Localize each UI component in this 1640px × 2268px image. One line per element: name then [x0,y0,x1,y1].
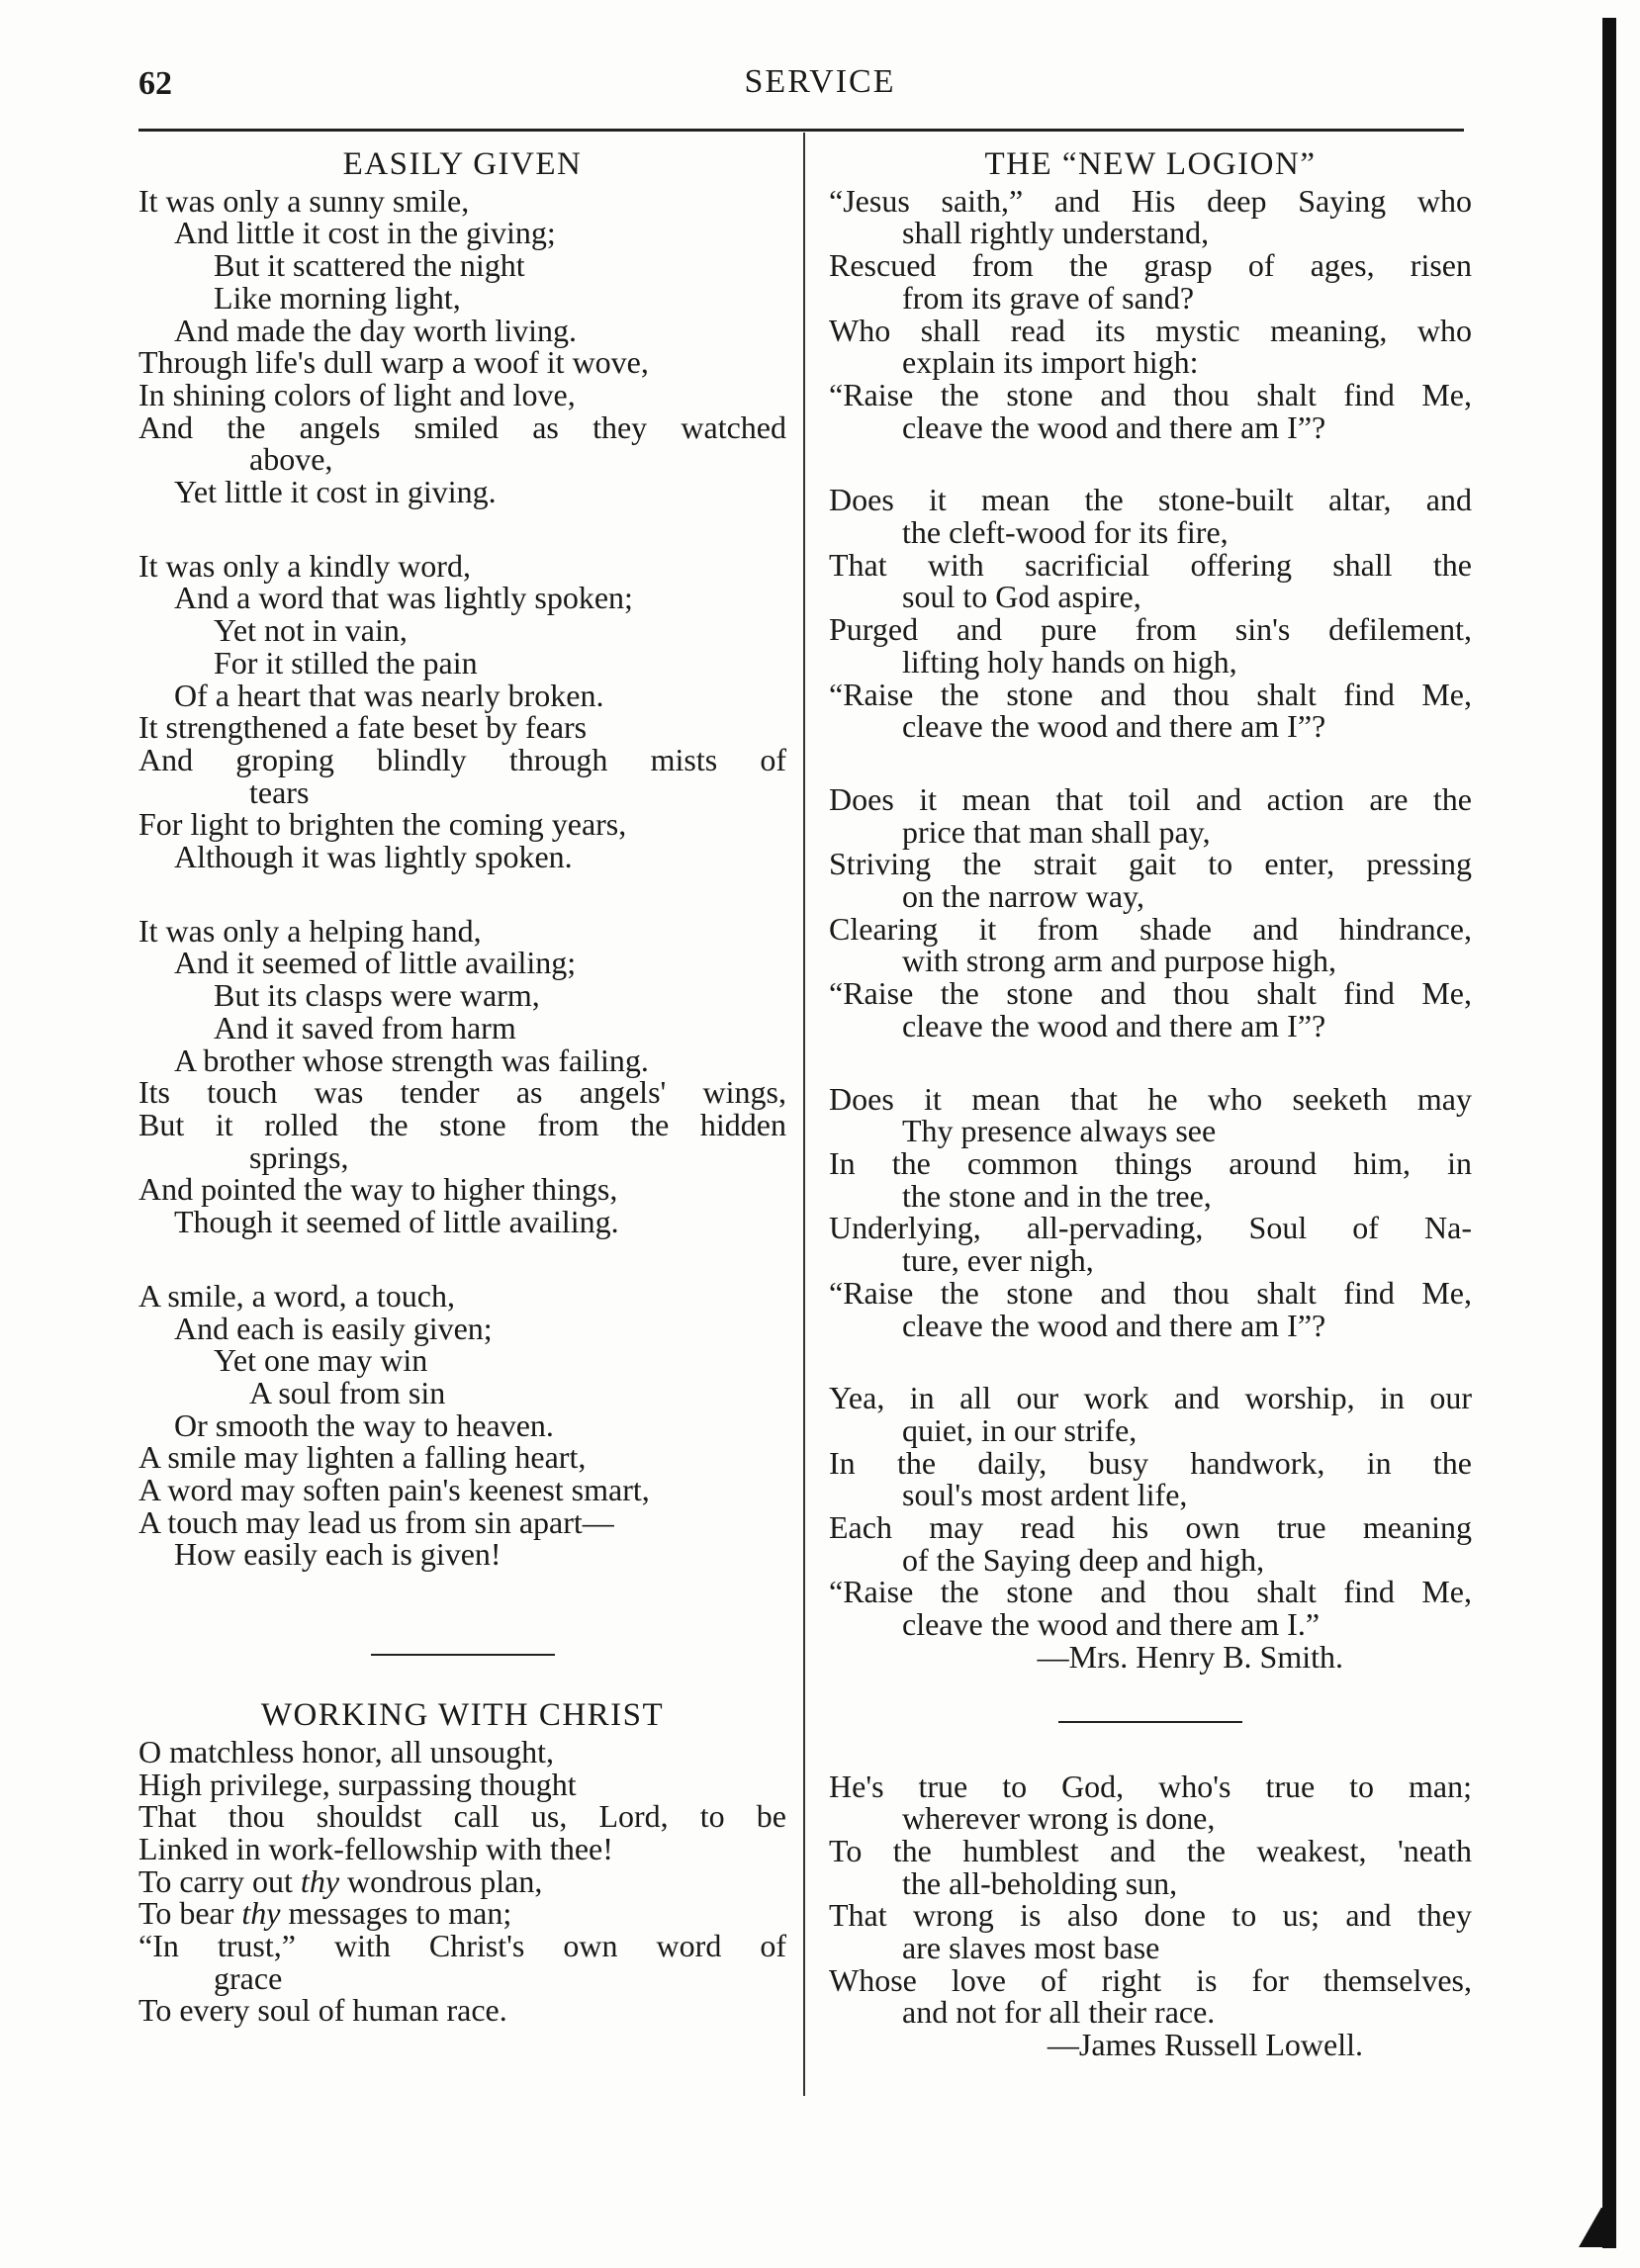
poem-line: Yea, in all our work and worship, in our [829,1380,1472,1416]
stanza-5 [829,1382,1472,1641]
poem-line: “Raise the stone and thou shalt find Me, [829,1574,1472,1610]
poem-line: And it saved from harm [214,1009,516,1045]
stanza-1 [138,182,786,510]
poem-line: And pointed the way to higher things, [138,1171,618,1208]
poem-line: explain its import high: [902,344,1199,381]
poem-working-with-christ [138,1699,786,2027]
poem-line: Yet not in vain, [214,612,408,649]
poem-line: “Raise the stone and thou shalt find Me, [829,376,1472,412]
poem-line: Through life's dull warp a woof it wove, [138,344,649,381]
poem-line: For it stilled the pain [214,644,478,680]
poem-line: Clearing it from shade and hindrance, [829,910,1472,947]
poem-line: cleave the wood and there am I”? [902,1307,1326,1343]
column-divider [803,133,805,2096]
poem-line: High privilege, surpassing thought [138,1766,577,1802]
poem-line: Does it mean that he who seeketh may [829,1080,1472,1117]
poem-line: Linked in work-fellowship with thee! [138,1830,613,1866]
poem-line: And groping blindly through mists of [138,741,786,777]
poem-title: THE “NEW LOGION” [984,146,1317,182]
stanza-4 [138,1277,786,1573]
poem-line: “Raise the stone and thou shalt find Me, [829,676,1472,712]
poem-line: And it seemed of little availing; [174,945,577,981]
poem-line: But it scattered the night [214,247,525,284]
poem-line: To the humblest and the weakest, 'neath [829,1832,1472,1868]
poem-line: That wrong is also done to us; and they [829,1897,1472,1934]
poem-line: It strengthened a fate beset by fears [138,709,588,746]
poem-line: In shining colors of light and love, [138,376,576,412]
poem-line: soul's most ardent life, [902,1477,1188,1513]
poem-line: A soul from sin [249,1374,446,1410]
emphasis: thy [300,1862,340,1899]
page-number: 62 [138,65,172,102]
poem-title: WORKING WITH CHRIST [260,1697,665,1734]
poem-line: “Jesus saith,” and His deep Saying who [829,182,1472,219]
stanza-3 [138,912,786,1240]
poem-line: A smile, a word, a touch, [138,1277,455,1314]
poem-line: It was only a sunny smile, [138,182,470,219]
poem-title: EASILY GIVEN [342,146,583,182]
poem-line: But it rolled the stone from the hidden [138,1106,786,1142]
poem-line: Although it was lightly spoken. [174,839,573,875]
poem-line: springs, [249,1138,349,1175]
poem-line: A brother whose strength was failing. [174,1042,649,1078]
stanza-3 [829,780,1472,1043]
poem-line: Underlying, all-pervading, Soul of Na- [829,1210,1472,1246]
poem-line: And each is easily given; [174,1310,493,1346]
poem-line: the cleft-wood for its fire, [902,514,1229,551]
poem-line: above, [249,441,333,478]
poem-line: For light to brighten the coming years, [138,806,627,843]
poem-line: Whose love of right is for themselves, [829,1961,1472,1998]
poem-line: Rescued from the grasp of ages, risen [829,247,1472,284]
poem-line: wherever wrong is done, [902,1800,1216,1837]
poem-line: shall rightly understand, [902,215,1210,251]
poem-line: the stone and in the tree, [902,1177,1212,1214]
stanza-4 [829,1080,1472,1343]
poem-line: Or smooth the way to heaven. [174,1406,554,1443]
poem-line: cleave the wood and there am I”? [902,1007,1326,1043]
poem-line: cleave the wood and there am I.” [902,1606,1321,1643]
poem-line: That with sacrificial offering shall the [829,546,1472,583]
poem-new-logion [829,148,1472,1674]
poem-line: ture, ever nigh, [902,1242,1094,1279]
poem-line: Yet little it cost in giving. [174,474,497,510]
poem-line: Does it mean the stone-built altar, and [829,482,1472,518]
poem-line: In the daily, busy handwork, in the [829,1444,1472,1481]
stanza-2 [829,484,1472,743]
poem-line: “Raise the stone and thou shalt find Me, [829,1274,1472,1311]
poem-line: And the angels smiled as they watched [138,408,786,445]
poem-line: cleave the wood and there am I”? [902,408,1326,445]
poem-line: the all-beholding sun, [902,1864,1178,1901]
poem-line: And little it cost in the giving; [174,215,556,251]
poem-line: quiet, in our strife, [902,1411,1138,1448]
poem-easily-given [138,148,786,1571]
poem-line: grace [214,1959,283,1996]
poem-line: are slaves most base [902,1930,1160,1966]
poem-line: He's true to God, who's true to man; [829,1768,1472,1804]
poem-line: on the narrow way, [902,878,1144,915]
poem-line: Yet one may win [214,1342,428,1379]
emphasis: thy [241,1895,281,1932]
poem-line: That thou shouldst call us, Lord, to be [138,1798,786,1835]
poem-line: And made the day worth living. [174,312,578,348]
running-head: SERVICE [744,63,896,100]
poem-line: To every soul of human race. [138,1992,507,2029]
poem-line: tears [249,773,310,810]
poem-line: A word may soften pain's keenest smart, [138,1472,650,1508]
scan-edge-foot [1579,2208,1616,2247]
poem-line: Who shall read its mystic meaning, who [829,312,1472,348]
scan-edge-bar [1602,18,1616,2248]
poem-line: How easily each is given! [174,1536,501,1573]
left-column [138,148,786,2027]
header-rule [138,129,1464,132]
poem-lowell [829,1770,1472,2061]
right-column [829,148,1472,2061]
attribution: —James Russell Lowell. [1047,2027,1363,2063]
poem-line: To bear thy messages to man; [138,1895,512,1932]
poem-line: It was only a kindly word, [138,547,471,584]
poem-line: And a word that was lightly spoken; [174,580,633,616]
poem-line: But its clasps were warm, [214,977,540,1014]
poem-line: In the common things around him, in [829,1144,1472,1181]
poem-line: with strong arm and purpose high, [902,943,1337,979]
poem-line: cleave the wood and there am I”? [902,708,1326,745]
poem-line: Like morning light, [214,279,461,316]
poem-line: price that man shall pay, [902,813,1211,850]
poem-line: and not for all their race. [902,1994,1216,2031]
poem-line: A touch may lead us from sin apart— [138,1503,614,1540]
poem-line: It was only a helping hand, [138,912,482,949]
poem-line: To carry out thy wondrous plan, [138,1862,543,1899]
poem-line: lifting holy hands on high, [902,643,1237,680]
poem-line: Though it seemed of little availing. [174,1204,619,1240]
poem-line: from its grave of sand? [902,279,1195,316]
poem-line: Thy presence always see [902,1113,1217,1149]
stanza-2 [138,547,786,875]
poem-line: O matchless honor, all unsought, [138,1733,554,1769]
poem-line: soul to God aspire, [902,579,1141,615]
poem-line: “In trust,” with Christ's own word of [138,1928,786,1964]
poem-line: Purged and pure from sin's defilement, [829,611,1472,648]
poem-line: Of a heart that was nearly broken. [174,677,604,713]
poem-line: Its touch was tender as angels' wings, [138,1074,786,1111]
poem-line: Each may read his own true meaning [829,1509,1472,1546]
attribution: —Mrs. Henry B. Smith. [1037,1638,1343,1675]
stanza-1 [829,182,1472,445]
poem-line: “Raise the stone and thou shalt find Me, [829,975,1472,1012]
poem-line: Does it mean that toil and action are the [829,780,1472,817]
poem-line: Striving the strait gait to enter, pressing [829,846,1472,882]
poem-line: of the Saying deep and high, [902,1541,1265,1578]
poem-line: A smile may lighten a falling heart, [138,1439,587,1476]
